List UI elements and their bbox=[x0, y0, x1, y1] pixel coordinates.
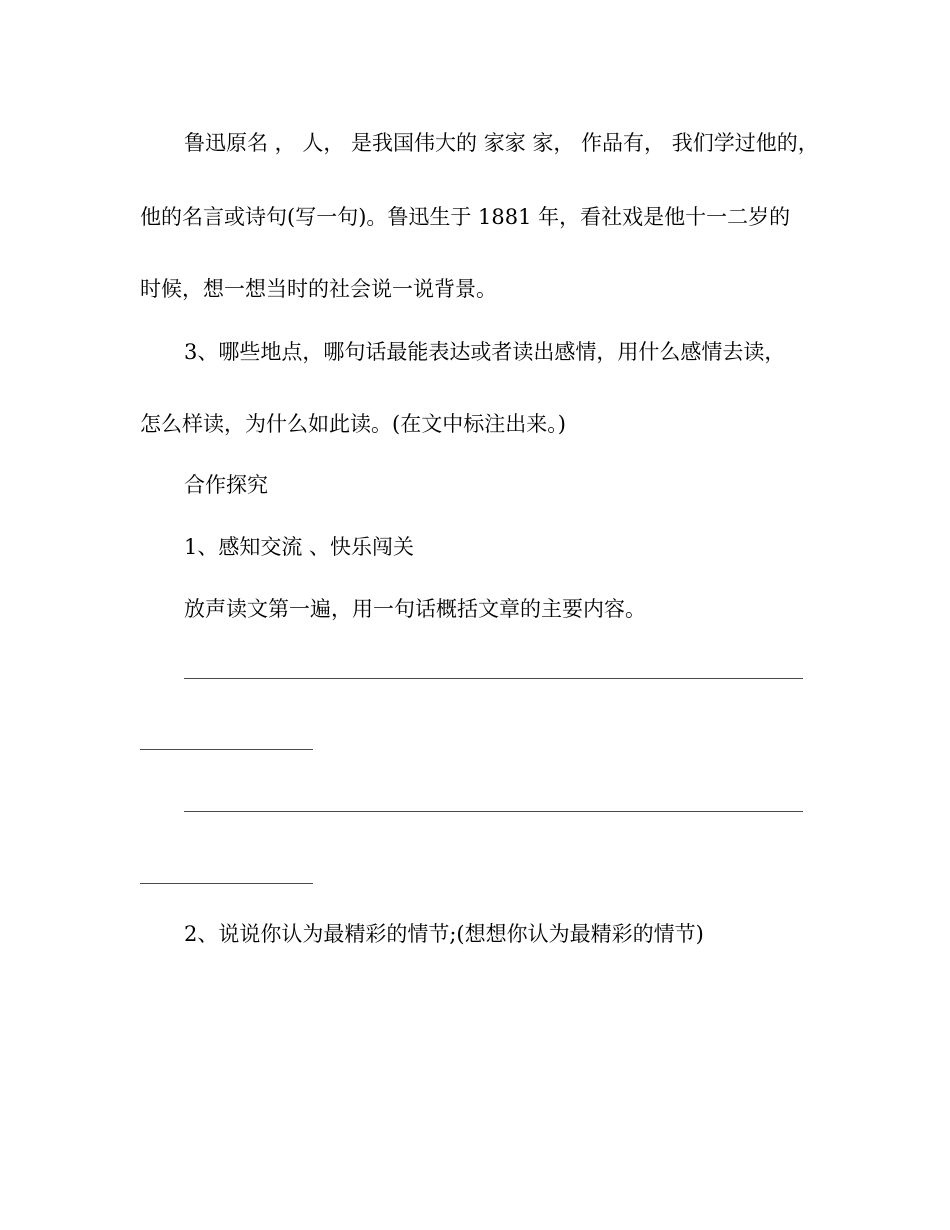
task-1-instruction: 放声读文第一遍，用一句话概括文章的主要内容。 bbox=[184, 597, 646, 621]
task-1-heading: 1、感知交流 、快乐闯关 bbox=[184, 535, 415, 559]
paragraph-luxun-intro: 鲁迅原名 ， 人， 是我国伟大的 家家 家， 作品有， 我们学过他的， bbox=[184, 131, 819, 155]
answer-line bbox=[184, 811, 803, 812]
answer-line bbox=[140, 749, 313, 750]
answer-line bbox=[184, 678, 803, 679]
paragraph-background: 时候，想一想当时的社会说一说背景。 bbox=[140, 277, 497, 301]
question-2-prompt: 2、说说你认为最精彩的情节;(想想你认为最精彩的情节) bbox=[184, 922, 704, 946]
paragraph-luxun-quote: 他的名言或诗句(写一句)。鲁迅生于 1881 年，看社戏是他十一二岁的 bbox=[140, 205, 791, 229]
answer-line bbox=[140, 883, 313, 884]
question-3-line-1: 3、哪些地点，哪句话最能表达或者读出感情，用什么感情去读， bbox=[184, 340, 786, 364]
question-3-line-2: 怎么样读，为什么如此读。(在文中标注出来。) bbox=[140, 412, 566, 436]
section-heading-cooperative-inquiry: 合作探究 bbox=[184, 473, 268, 497]
